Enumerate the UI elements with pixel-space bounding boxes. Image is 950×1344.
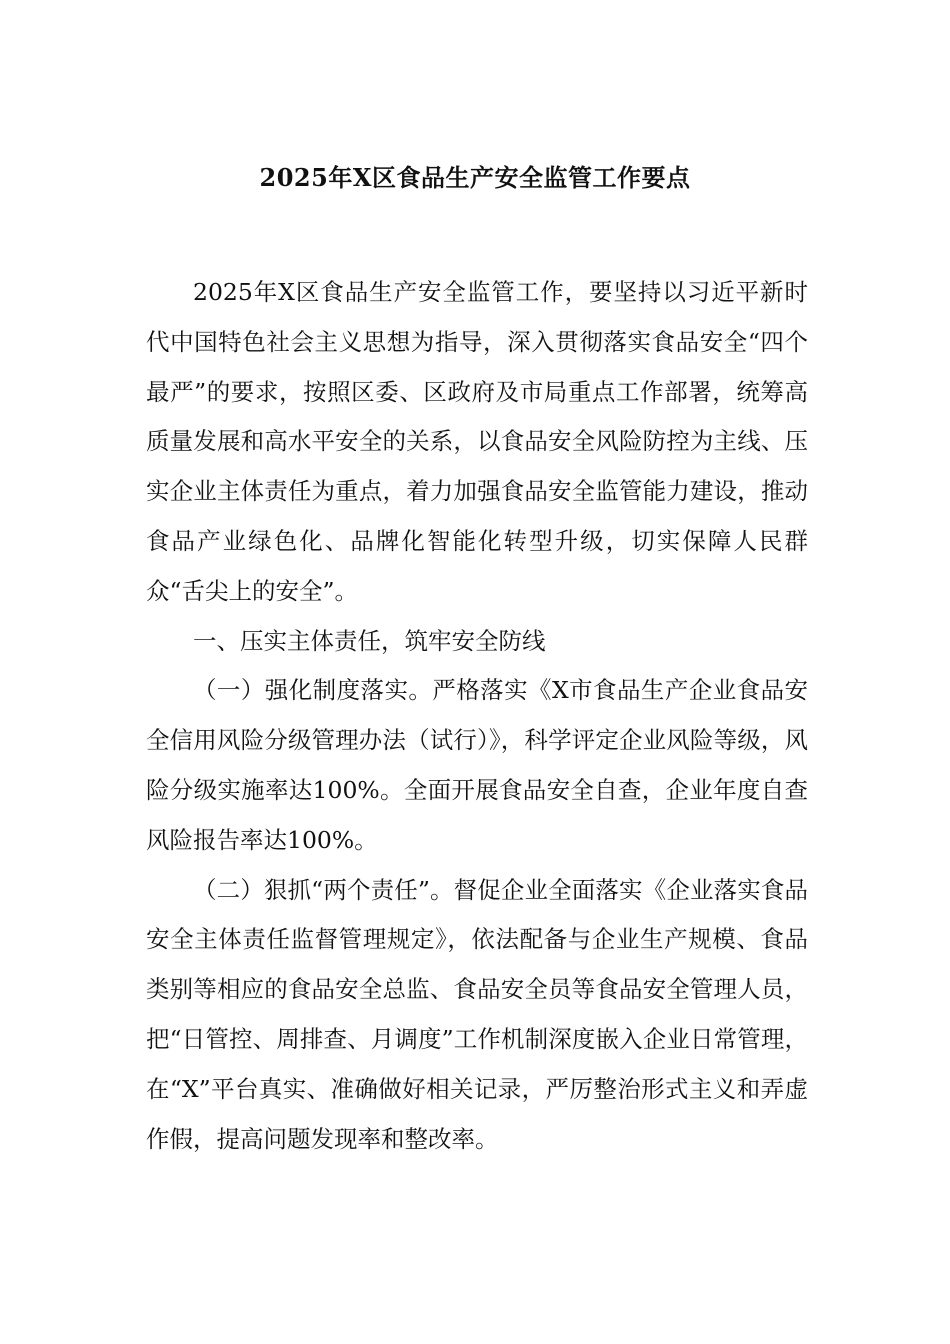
- document-title: 2025年X区食品生产安全监管工作要点: [259, 163, 691, 192]
- document-body: [146, 268, 808, 1164]
- intro-paragraph: 2025年X区食品生产安全监管工作，要坚持以习近平新时代中国特色社会主义思想为指导，深入贯彻落实食品安全“四个最严”的要求，按照区委、区政府及市局重点工作部署，统筹高质量发展和高水平安全的关系，以食品安全风险防控为主线、压实企业主体责任为重点，着力加强食品安全监管能力建设，推动食品产业绿色化、品牌化智能化转型升级，切实保障人民群众“舌尖上的安全”。: [146, 278, 808, 605]
- subsection-paragraph-1: （一）强化制度落实。严格落实《X市食品生产企业食品安全信用风险分级管理办法（试行）》，科学评定企业风险等级，风险分级实施率达100%。全面开展食品安全自查，企业年度自查风险报告率达100%。: [146, 676, 808, 854]
- section-heading-1: 一、压实主体责任，筑牢安全防线: [193, 626, 546, 655]
- subsection-paragraph-2: （二）狠抓“两个责任”。督促企业全面落实《企业落实食品安全主体责任监督管理规定》，依法配备与企业生产规模、食品类别等相应的食品安全总监、食品安全员等食品安全管理人员，把“日管控、周排查、月调度”工作机制深度嵌入企业日常管理，在“X”平台真实、准确做好相关记录，严厉整治形式主义和弄虚作假，提高问题发现率和整改率。: [146, 875, 808, 1153]
